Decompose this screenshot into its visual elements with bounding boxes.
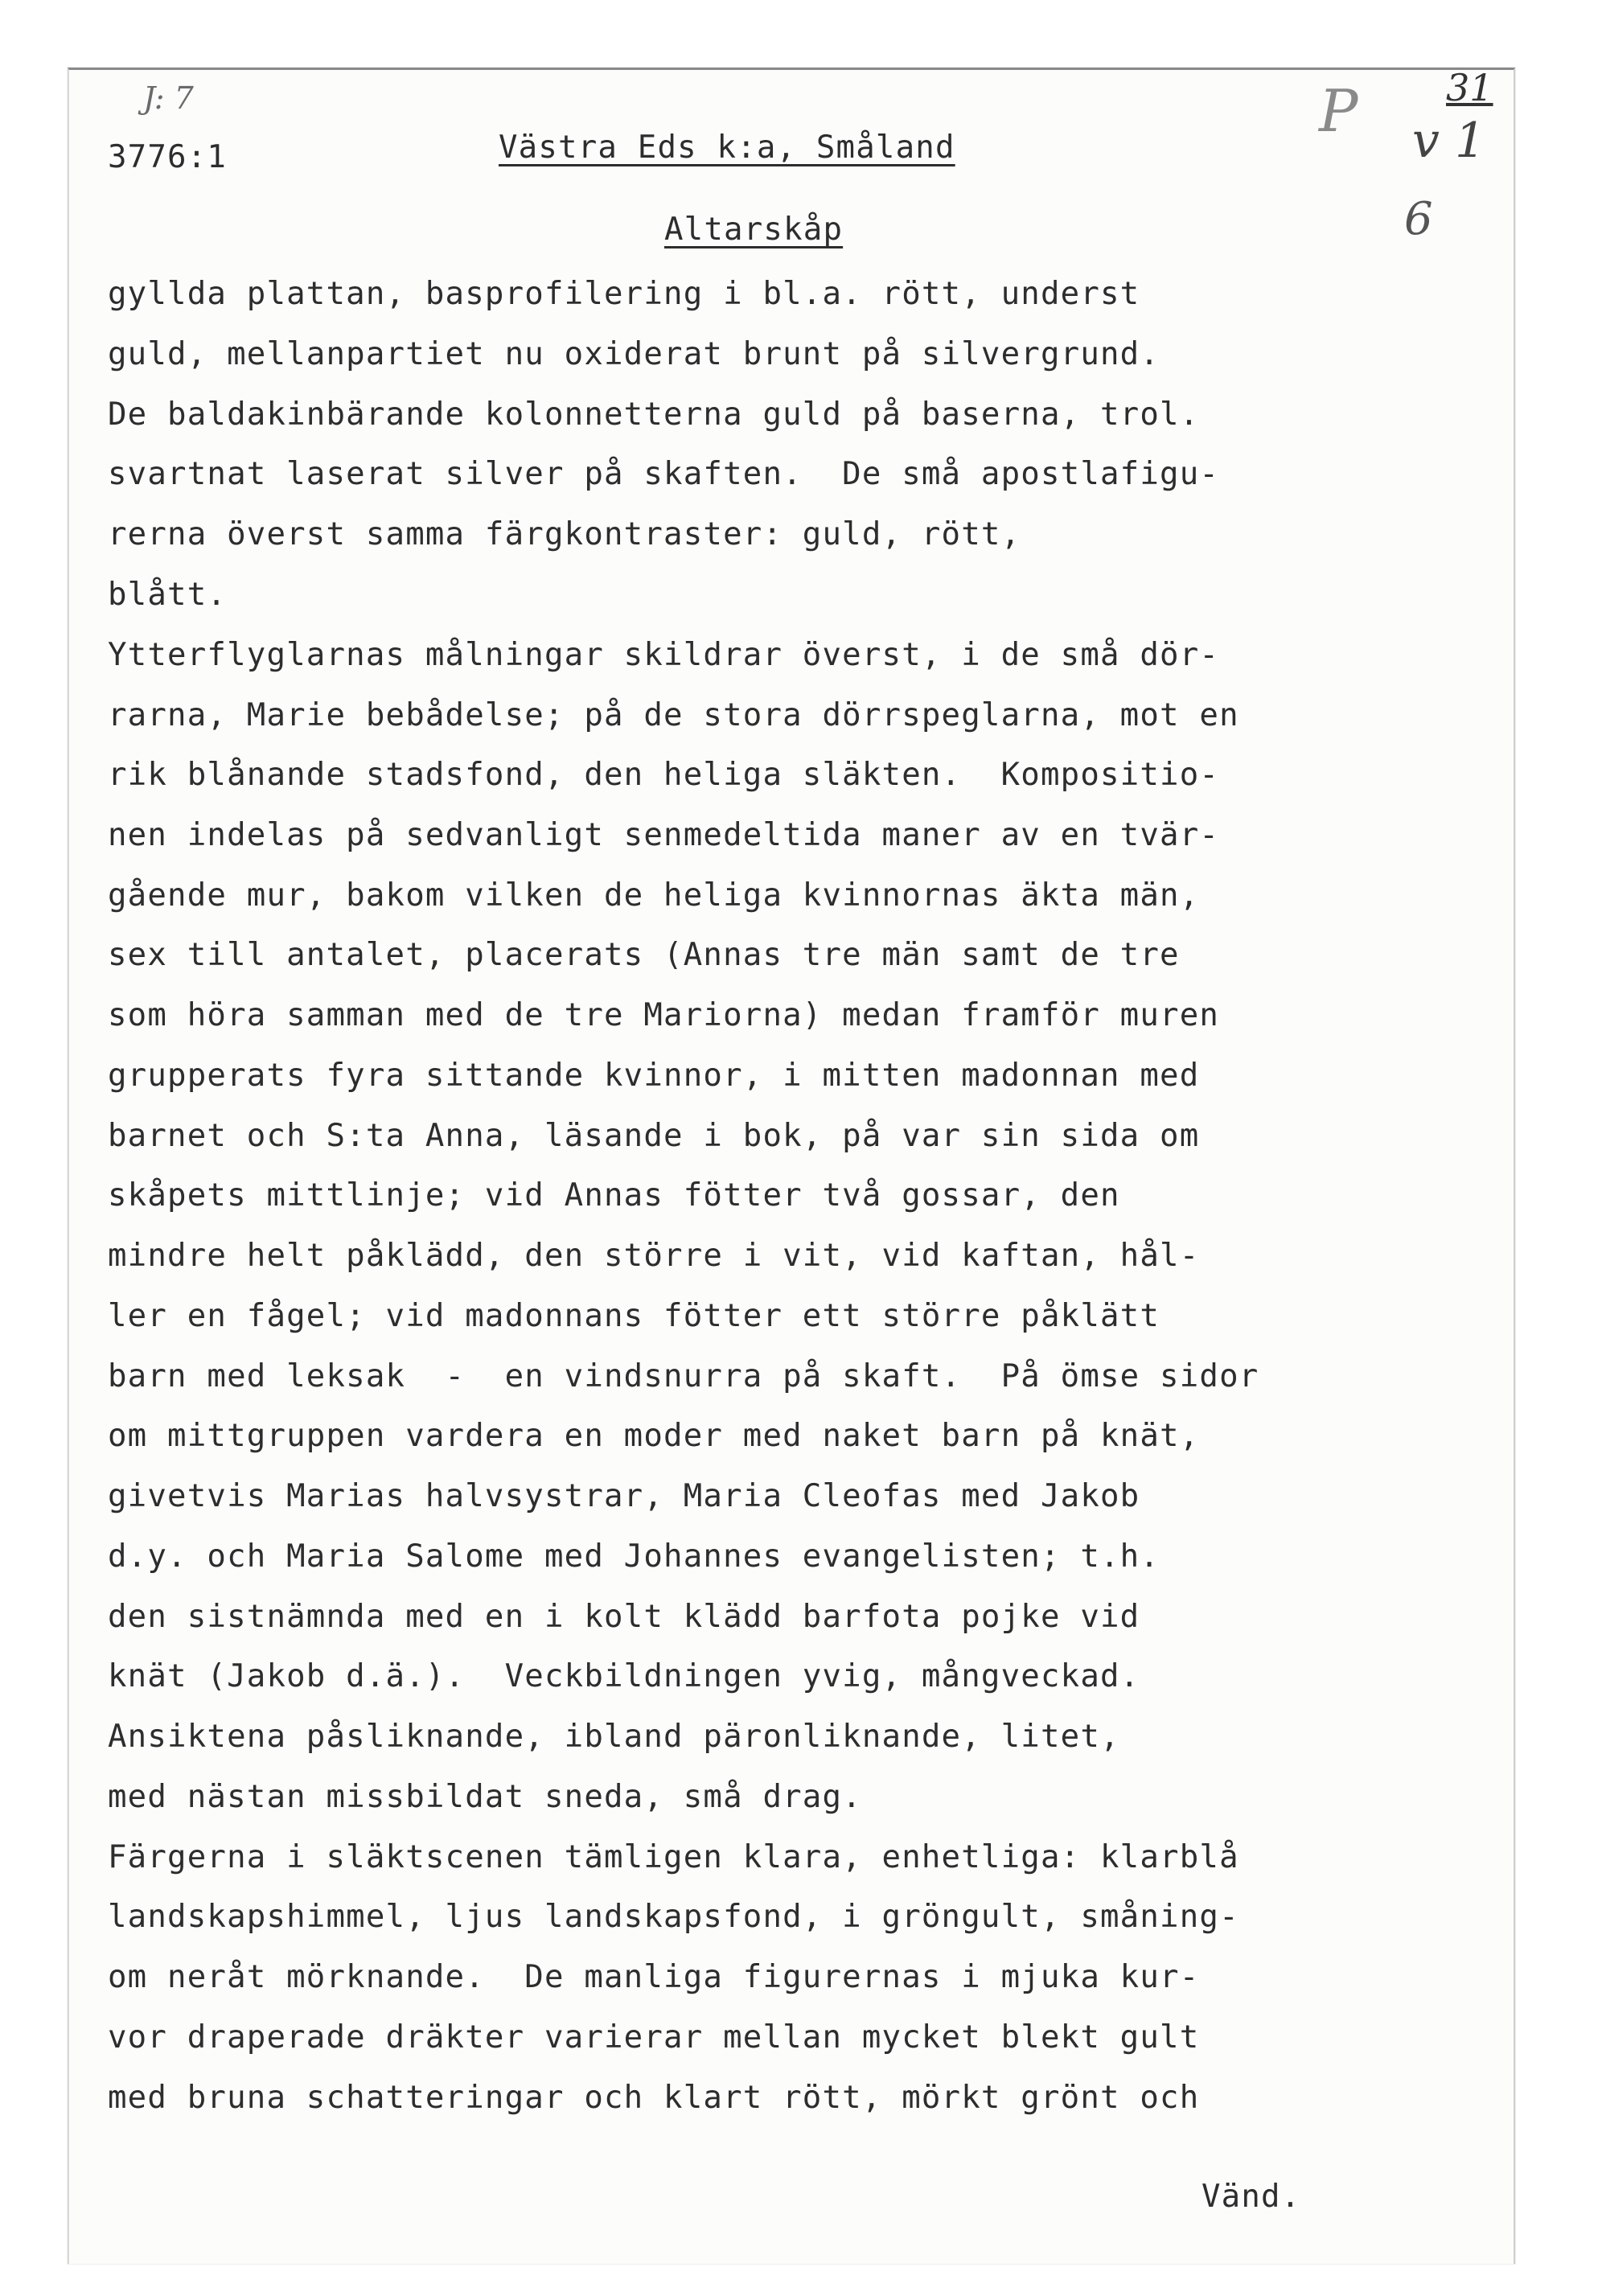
text-line: landskapshimmel, ljus landskapsfond, i gröngult, småning- bbox=[108, 1899, 1239, 1935]
text-line: barnet och S:ta Anna, läsande i bok, på var sin sida om bbox=[108, 1118, 1200, 1154]
text-line: mindre helt påklädd, den större i vit, vid kaftan, hål- bbox=[108, 1238, 1200, 1274]
corner-mark-check: v 1 bbox=[1412, 113, 1486, 169]
document-title: Altarskåp bbox=[664, 212, 844, 248]
text-line: Ansiktena påsliknande, ibland päronliknande, litet, bbox=[108, 1719, 1120, 1755]
text-line: ler en fågel; vid madonnans fötter ett större påklätt bbox=[108, 1298, 1160, 1334]
text-line: den sistnämnda med en i kolt klädd barfota pojke vid bbox=[108, 1599, 1140, 1635]
text-line: om mittgruppen vardera en moder med naket barn på knät, bbox=[108, 1418, 1200, 1454]
text-line: rik blånande stadsfond, den heliga släkten. Kompositio- bbox=[108, 757, 1220, 793]
text-line: med bruna schatteringar och klart rött, mörkt grönt och bbox=[108, 2080, 1200, 2116]
text-line: gående mur, bakom vilken de heliga kvinnornas äkta män, bbox=[108, 877, 1200, 914]
text-line: barn med leksak - en vindsnurra på skaft. På ömse sidor bbox=[108, 1358, 1259, 1394]
handwritten-mark: J: 7 bbox=[143, 80, 194, 116]
text-line: gyllda plattan, basprofilering i bl.a. rött, underst bbox=[108, 276, 1140, 312]
corner-mark-small: 6 bbox=[1404, 193, 1433, 245]
text-line: d.y. och Maria Salome med Johannes evangelisten; t.h. bbox=[108, 1538, 1160, 1575]
catalog-number: 3776:1 bbox=[108, 139, 228, 175]
text-line: givetvis Marias halvsystrar, Maria Cleofas med Jakob bbox=[108, 1478, 1140, 1514]
text-line: knät (Jakob d.ä.). Veckbildningen yvig, mångveckad. bbox=[108, 1658, 1140, 1694]
turn-page-label: Vänd. bbox=[1202, 2179, 1301, 2215]
text-line: nen indelas på sedvanligt senmedeltida maner av en tvär- bbox=[108, 817, 1220, 853]
text-line: rerna överst samma färgkontraster: guld, rött, bbox=[108, 516, 1021, 552]
text-line: blått. bbox=[108, 577, 228, 613]
text-line: guld, mellanpartiet nu oxiderat brunt på silvergrund. bbox=[108, 336, 1160, 372]
text-line: grupperats fyra sittande kvinnor, i mitten madonnan med bbox=[108, 1058, 1200, 1094]
text-line: rarna, Marie bebådelse; på de stora dörrspeglarna, mot en bbox=[108, 697, 1239, 733]
text-line: som höra samman med de tre Mariorna) medan framför muren bbox=[108, 997, 1220, 1033]
text-line: Ytterflyglarnas målningar skildrar överst, i de små dör- bbox=[108, 637, 1220, 673]
location-heading: Västra Eds k:a, Småland bbox=[499, 129, 955, 166]
corner-mark-p: P bbox=[1319, 77, 1358, 145]
text-line: med nästan missbildat sneda, små drag. bbox=[108, 1779, 862, 1815]
text-line: sex till antalet, placerats (Annas tre män samt de tre bbox=[108, 937, 1180, 973]
text-line: vor draperade dräkter varierar mellan mycket blekt gult bbox=[108, 2019, 1200, 2056]
text-line: Färgerna i släktscenen tämligen klara, enhetliga: klarblå bbox=[108, 1839, 1239, 1875]
text-line: svartnat laserat silver på skaften. De små apostlafigu- bbox=[108, 456, 1220, 492]
text-line: skåpets mittlinje; vid Annas fötter två gossar, den bbox=[108, 1177, 1120, 1214]
text-line: om neråt mörknande. De manliga figurernas i mjuka kur- bbox=[108, 1959, 1200, 1995]
text-line: De baldakinbärande kolonnetterna guld på baserna, trol. bbox=[108, 396, 1200, 433]
corner-mark-number: 31 bbox=[1446, 66, 1493, 109]
